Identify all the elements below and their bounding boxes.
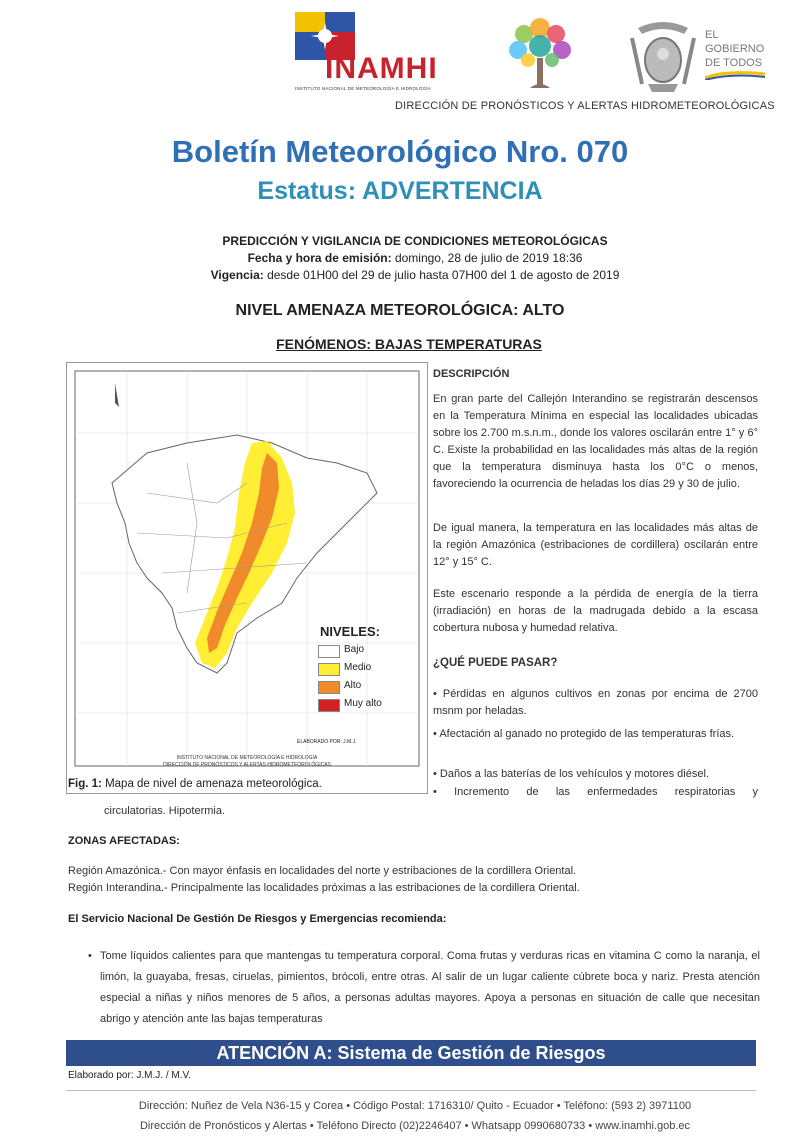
nivel-amenaza: NIVEL AMENAZA METEOROLÓGICA: ALTO xyxy=(235,302,565,319)
threat-map xyxy=(66,362,428,794)
atencion-banner: ATENCIÓN A: Sistema de Gestión de Riesgos xyxy=(66,1040,756,1066)
list-item: • Afectación al ganado no protegido de las temperaturas frías. xyxy=(433,728,735,740)
que-puede-pasar-heading: ¿QUÉ PUEDE PASAR? xyxy=(433,657,558,669)
list-item: • Daños a las baterías de los vehículos y motores diésel. xyxy=(433,768,709,780)
legend-label: Bajo xyxy=(344,644,365,655)
descripcion-paragraph-1: En gran parte del Callejón Interandino se registrarán descensos en la Temperatura Mínima en especial las localidades ubicadas sobre los 2.700 m.s.n.m., donde los valores oscilarán entre 1° y 6° C. Existe la probabilidad en las localidades más altas de la región que la temperatura disminuya hasta los 0°C o menos, favoreciendo la ocurrencia de heladas los días 29 y 30 de julio. xyxy=(433,393,758,490)
list-item-text: Afectación al ganado no protegido de las temperaturas frías. xyxy=(439,728,735,740)
fecha-value: domingo, 28 de julio de 2019 18:36 xyxy=(391,251,583,265)
descripcion-heading: DESCRIPCIÓN xyxy=(433,368,510,380)
list-item-text: Incremento de las enfermedades respiratorias y xyxy=(454,786,758,798)
map-credit-1: INSTITUTO NACIONAL DE METEOROLOGÍA E HIDROLOGÍA xyxy=(176,755,318,761)
legend-label: Medio xyxy=(344,662,372,673)
list-item: • Incremento de las enfermedades respiratorias y xyxy=(433,786,758,798)
zonas-heading: ZONAS AFECTADAS: xyxy=(68,835,180,847)
map-legend xyxy=(312,622,424,718)
gobierno-line-2: GOBIERNO xyxy=(705,43,765,55)
gobierno-line-1: EL xyxy=(705,29,719,41)
bullet-icon: • xyxy=(88,950,92,962)
prediccion-heading: PREDICCIÓN Y VIGILANCIA DE CONDICIONES METEOROLÓGICAS xyxy=(222,234,608,248)
legend-swatch-muy-alto xyxy=(318,699,340,712)
caption-label: Fig. 1: xyxy=(68,778,102,790)
zona-interandina: Región Interandina.- Principalmente las localidades próximas a las estribaciones de la cordillera Oriental. xyxy=(68,882,580,894)
recomienda-heading: El Servicio Nacional De Gestión De Riesgos y Emergencias recomienda: xyxy=(68,913,447,925)
recomendacion-text: Tome líquidos calientes para que mantengas tu temperatura corporal. Coma frutas y verduras ricas en vitamina C como la naranja, el limón, la guayaba, fresas, ciruelas, pimientos, brócoli, entre otras. Al salir de un lugar caliente cúbrete boca y nariz. Presta atención especial a niñas y niños menores de 5 años, a personas adultas mayores. Apoya a personas en situación de calle que necesitan abrigo y atención ante las bajas temperaturas xyxy=(100,950,760,1025)
footer-divider xyxy=(66,1090,756,1091)
direccion-header: DIRECCIÓN DE PRONÓSTICOS Y ALERTAS HIDROMETEOROLÓGICAS xyxy=(395,100,775,112)
list-item-text: Pérdidas en algunos cultivos en zonas por encima de 2700 msnm por heladas. xyxy=(433,688,758,717)
fecha-emision xyxy=(0,251,800,265)
list-item: • Pérdidas en algunos cultivos en zonas por encima de 2700 msnm por heladas. xyxy=(433,688,758,717)
legend-swatch-medio xyxy=(318,663,340,676)
legend-label: Muy alto xyxy=(344,698,382,709)
ecuador-coat-of-arms-icon xyxy=(628,14,698,98)
gobierno-stripe-icon xyxy=(705,70,765,80)
map-credit-3: ELABORADO POR: J.M.J. xyxy=(297,739,357,745)
list-item-text: Daños a las baterías de los vehículos y motores diésel. xyxy=(439,768,709,780)
vigencia xyxy=(0,268,800,282)
legend-swatch-alto xyxy=(318,681,340,694)
vigencia-label: Vigencia: xyxy=(210,268,264,282)
footer-address: Dirección: Nuñez de Vela N36-15 y Corea • Código Postal: 1716310/ Quito - Ecuador • Teléfono: (593 2) 3971100 xyxy=(138,1100,692,1112)
fecha-label: Fecha y hora de emisión: xyxy=(247,251,392,265)
descripcion-paragraph-3: Este escenario responde a la pérdida de energía de la tierra (irradiación) en horas de la madrugada debido a la escasa cobertura nubosa y humedad relativa. xyxy=(433,588,758,634)
legend-label: Alto xyxy=(344,680,362,691)
footer-contact: Dirección de Pronósticos y Alertas • Teléfono Directo (02)2246407 • Whatsapp 0990680733 • www.inamhi.gob.ec xyxy=(139,1120,691,1132)
inamhi-wordmark: INAMHI xyxy=(325,52,438,85)
gobierno-line-3: DE TODOS xyxy=(705,57,763,69)
caption-text: Mapa de nivel de amenaza meteorológica. xyxy=(101,778,322,790)
vigencia-value: desde 01H00 del 29 de julio hasta 07H00 del 1 de agosto de 2019 xyxy=(263,268,620,282)
legend-swatch-bajo xyxy=(318,645,340,658)
inamhi-logo xyxy=(295,12,455,90)
fenomenos: FENÓMENOS: BAJAS TEMPERATURAS xyxy=(276,336,542,352)
descripcion-paragraph-2: De igual manera, la temperatura en las localidades más altas de la región Amazónica (estribaciones de cordillera) oscilarán entre 12° y 15° C. xyxy=(433,522,758,568)
toda-una-vida-logo-icon xyxy=(500,14,580,94)
map-caption xyxy=(68,778,322,790)
bulletin-status: Estatus: ADVERTENCIA xyxy=(257,177,543,205)
list-item-continuation: circulatorias. Hipotermia. xyxy=(104,805,226,817)
elaborado-por: Elaborado por: J.M.J. / M.V. xyxy=(68,1070,192,1081)
legend-title: NIVELES: xyxy=(320,624,380,639)
zona-amazonica: Región Amazónica.- Con mayor énfasis en localidades del norte y estribaciones de la cordillera Oriental. xyxy=(68,865,577,877)
map-credit-2: DIRECCIÓN DE PRONÓSTICOS Y ALERTAS HIDROMETEOROLÓGICAS xyxy=(163,762,331,768)
bulletin-title: Boletín Meteorológico Nro. 070 xyxy=(171,134,629,169)
gobierno-logo xyxy=(705,28,775,84)
inamhi-subtitle: INSTITUTO NACIONAL DE METEOROLOGÍA E HIDROLOGÍA xyxy=(295,86,431,91)
north-arrow-icon xyxy=(115,383,119,407)
